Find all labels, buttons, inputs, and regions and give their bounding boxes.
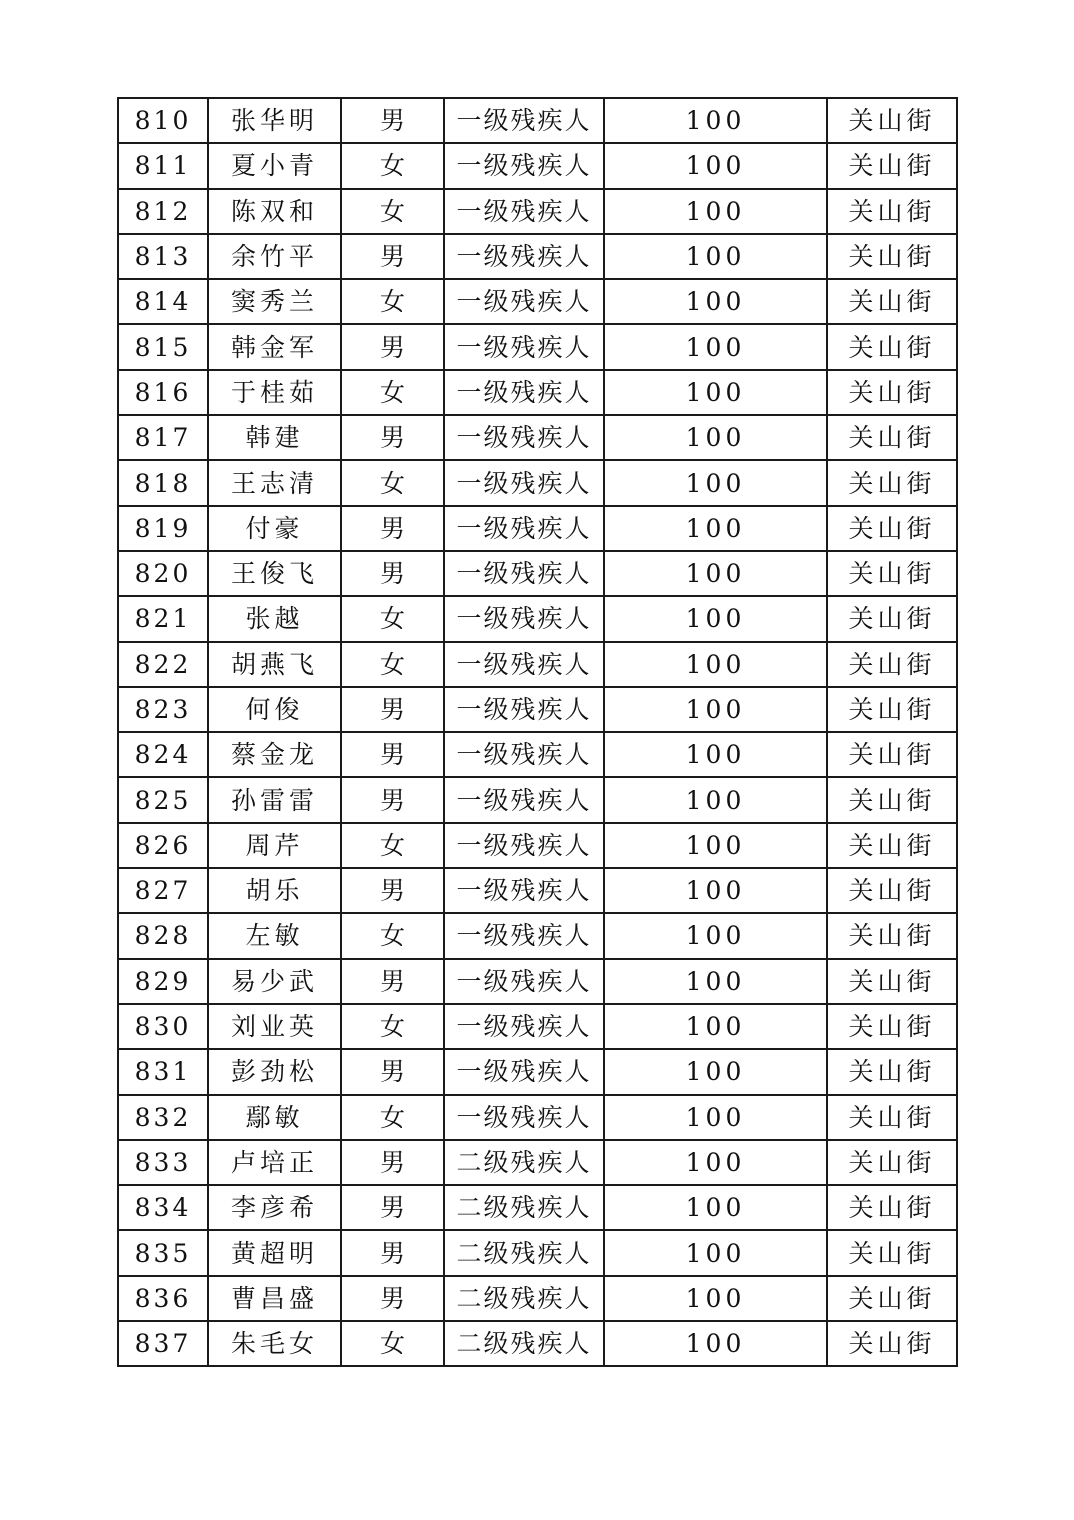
table-row bbox=[118, 959, 957, 1004]
gender-cell: 女 bbox=[341, 642, 444, 687]
amount-cell: 100 bbox=[604, 143, 827, 188]
serial-number-cell: 822 bbox=[118, 642, 208, 687]
serial-number-cell: 833 bbox=[118, 1140, 208, 1185]
gender-cell: 女 bbox=[341, 913, 444, 958]
disability-level-cell: 一级残疾人 bbox=[444, 143, 604, 188]
disability-level-cell: 一级残疾人 bbox=[444, 868, 604, 913]
table-row bbox=[118, 1276, 957, 1321]
street-cell: 关山街 bbox=[827, 1321, 957, 1366]
gender-cell: 男 bbox=[341, 1140, 444, 1185]
serial-number-cell: 830 bbox=[118, 1004, 208, 1049]
name-cell: 张越 bbox=[208, 596, 341, 641]
disability-level-cell: 一级残疾人 bbox=[444, 189, 604, 234]
table-row bbox=[118, 1321, 957, 1366]
name-cell: 王俊飞 bbox=[208, 551, 341, 596]
table-row bbox=[118, 506, 957, 551]
name-cell: 韩金军 bbox=[208, 324, 341, 369]
table-row bbox=[118, 370, 957, 415]
street-cell: 关山街 bbox=[827, 279, 957, 324]
disability-level-cell: 一级残疾人 bbox=[444, 415, 604, 460]
gender-cell: 男 bbox=[341, 1185, 444, 1230]
disability-level-cell: 一级残疾人 bbox=[444, 1004, 604, 1049]
serial-number-cell: 837 bbox=[118, 1321, 208, 1366]
table-row bbox=[118, 1185, 957, 1230]
name-cell: 周芹 bbox=[208, 823, 341, 868]
serial-number-cell: 810 bbox=[118, 98, 208, 143]
disability-level-cell: 一级残疾人 bbox=[444, 1049, 604, 1094]
name-cell: 易少武 bbox=[208, 959, 341, 1004]
street-cell: 关山街 bbox=[827, 98, 957, 143]
name-cell: 韩建 bbox=[208, 415, 341, 460]
gender-cell: 女 bbox=[341, 460, 444, 505]
amount-cell: 100 bbox=[604, 234, 827, 279]
table-row bbox=[118, 913, 957, 958]
disability-level-cell: 二级残疾人 bbox=[444, 1321, 604, 1366]
amount-cell: 100 bbox=[604, 1230, 827, 1275]
street-cell: 关山街 bbox=[827, 324, 957, 369]
gender-cell: 男 bbox=[341, 551, 444, 596]
disability-level-cell: 一级残疾人 bbox=[444, 460, 604, 505]
table-row bbox=[118, 1049, 957, 1094]
amount-cell: 100 bbox=[604, 1140, 827, 1185]
gender-cell: 男 bbox=[341, 1230, 444, 1275]
street-cell: 关山街 bbox=[827, 959, 957, 1004]
table-row bbox=[118, 143, 957, 188]
amount-cell: 100 bbox=[604, 1185, 827, 1230]
amount-cell: 100 bbox=[604, 732, 827, 777]
street-cell: 关山街 bbox=[827, 1230, 957, 1275]
name-cell: 王志清 bbox=[208, 460, 341, 505]
name-cell: 余竹平 bbox=[208, 234, 341, 279]
disability-level-cell: 一级残疾人 bbox=[444, 98, 604, 143]
street-cell: 关山街 bbox=[827, 732, 957, 777]
disability-level-cell: 一级残疾人 bbox=[444, 370, 604, 415]
table-row bbox=[118, 1095, 957, 1140]
name-cell: 陈双和 bbox=[208, 189, 341, 234]
name-cell: 何俊 bbox=[208, 687, 341, 732]
gender-cell: 男 bbox=[341, 732, 444, 777]
table-row bbox=[118, 1140, 957, 1185]
amount-cell: 100 bbox=[604, 279, 827, 324]
name-cell: 胡燕飞 bbox=[208, 642, 341, 687]
disability-level-cell: 一级残疾人 bbox=[444, 687, 604, 732]
disability-level-cell: 二级残疾人 bbox=[444, 1276, 604, 1321]
name-cell: 付豪 bbox=[208, 506, 341, 551]
table-row bbox=[118, 1004, 957, 1049]
street-cell: 关山街 bbox=[827, 913, 957, 958]
disability-level-cell: 一级残疾人 bbox=[444, 913, 604, 958]
table-row bbox=[118, 189, 957, 234]
disability-level-cell: 一级残疾人 bbox=[444, 1095, 604, 1140]
gender-cell: 男 bbox=[341, 959, 444, 1004]
disability-level-cell: 二级残疾人 bbox=[444, 1140, 604, 1185]
gender-cell: 男 bbox=[341, 506, 444, 551]
disability-level-cell: 一级残疾人 bbox=[444, 777, 604, 822]
serial-number-cell: 819 bbox=[118, 506, 208, 551]
street-cell: 关山街 bbox=[827, 1004, 957, 1049]
street-cell: 关山街 bbox=[827, 1049, 957, 1094]
gender-cell: 女 bbox=[341, 596, 444, 641]
serial-number-cell: 826 bbox=[118, 823, 208, 868]
table-row bbox=[118, 98, 957, 143]
serial-number-cell: 813 bbox=[118, 234, 208, 279]
amount-cell: 100 bbox=[604, 1095, 827, 1140]
table-row bbox=[118, 687, 957, 732]
amount-cell: 100 bbox=[604, 777, 827, 822]
disability-level-cell: 一级残疾人 bbox=[444, 234, 604, 279]
roster-table-body bbox=[118, 98, 957, 1366]
table-row bbox=[118, 868, 957, 913]
street-cell: 关山街 bbox=[827, 234, 957, 279]
serial-number-cell: 835 bbox=[118, 1230, 208, 1275]
serial-number-cell: 812 bbox=[118, 189, 208, 234]
amount-cell: 100 bbox=[604, 687, 827, 732]
serial-number-cell: 832 bbox=[118, 1095, 208, 1140]
disability-level-cell: 一级残疾人 bbox=[444, 279, 604, 324]
street-cell: 关山街 bbox=[827, 687, 957, 732]
table-row bbox=[118, 460, 957, 505]
street-cell: 关山街 bbox=[827, 143, 957, 188]
serial-number-cell: 834 bbox=[118, 1185, 208, 1230]
serial-number-cell: 815 bbox=[118, 324, 208, 369]
street-cell: 关山街 bbox=[827, 823, 957, 868]
amount-cell: 100 bbox=[604, 460, 827, 505]
serial-number-cell: 811 bbox=[118, 143, 208, 188]
name-cell: 李彦希 bbox=[208, 1185, 341, 1230]
gender-cell: 女 bbox=[341, 1004, 444, 1049]
name-cell: 鄢敏 bbox=[208, 1095, 341, 1140]
amount-cell: 100 bbox=[604, 324, 827, 369]
serial-number-cell: 825 bbox=[118, 777, 208, 822]
gender-cell: 男 bbox=[341, 234, 444, 279]
gender-cell: 男 bbox=[341, 687, 444, 732]
gender-cell: 男 bbox=[341, 415, 444, 460]
street-cell: 关山街 bbox=[827, 1185, 957, 1230]
amount-cell: 100 bbox=[604, 415, 827, 460]
name-cell: 朱毛女 bbox=[208, 1321, 341, 1366]
name-cell: 左敏 bbox=[208, 913, 341, 958]
street-cell: 关山街 bbox=[827, 506, 957, 551]
table-row bbox=[118, 1230, 957, 1275]
table-row bbox=[118, 732, 957, 777]
street-cell: 关山街 bbox=[827, 868, 957, 913]
amount-cell: 100 bbox=[604, 913, 827, 958]
amount-cell: 100 bbox=[604, 506, 827, 551]
amount-cell: 100 bbox=[604, 959, 827, 1004]
disability-level-cell: 二级残疾人 bbox=[444, 1185, 604, 1230]
gender-cell: 男 bbox=[341, 868, 444, 913]
gender-cell: 女 bbox=[341, 189, 444, 234]
disability-level-cell: 一级残疾人 bbox=[444, 959, 604, 1004]
amount-cell: 100 bbox=[604, 370, 827, 415]
gender-cell: 男 bbox=[341, 1276, 444, 1321]
serial-number-cell: 827 bbox=[118, 868, 208, 913]
amount-cell: 100 bbox=[604, 823, 827, 868]
table-row bbox=[118, 234, 957, 279]
disability-level-cell: 一级残疾人 bbox=[444, 642, 604, 687]
name-cell: 于桂茹 bbox=[208, 370, 341, 415]
table-row bbox=[118, 596, 957, 641]
disability-level-cell: 一级残疾人 bbox=[444, 732, 604, 777]
gender-cell: 男 bbox=[341, 1049, 444, 1094]
serial-number-cell: 816 bbox=[118, 370, 208, 415]
disability-level-cell: 一级残疾人 bbox=[444, 324, 604, 369]
serial-number-cell: 828 bbox=[118, 913, 208, 958]
roster-table bbox=[117, 97, 958, 1367]
street-cell: 关山街 bbox=[827, 1095, 957, 1140]
amount-cell: 100 bbox=[604, 189, 827, 234]
name-cell: 窦秀兰 bbox=[208, 279, 341, 324]
gender-cell: 女 bbox=[341, 279, 444, 324]
gender-cell: 女 bbox=[341, 823, 444, 868]
name-cell: 卢培正 bbox=[208, 1140, 341, 1185]
disability-level-cell: 二级残疾人 bbox=[444, 1230, 604, 1275]
name-cell: 黄超明 bbox=[208, 1230, 341, 1275]
name-cell: 曹昌盛 bbox=[208, 1276, 341, 1321]
table-row bbox=[118, 823, 957, 868]
amount-cell: 100 bbox=[604, 596, 827, 641]
gender-cell: 男 bbox=[341, 98, 444, 143]
street-cell: 关山街 bbox=[827, 1276, 957, 1321]
name-cell: 蔡金龙 bbox=[208, 732, 341, 777]
name-cell: 彭劲松 bbox=[208, 1049, 341, 1094]
disability-level-cell: 一级残疾人 bbox=[444, 823, 604, 868]
name-cell: 孙雷雷 bbox=[208, 777, 341, 822]
street-cell: 关山街 bbox=[827, 551, 957, 596]
serial-number-cell: 821 bbox=[118, 596, 208, 641]
serial-number-cell: 836 bbox=[118, 1276, 208, 1321]
amount-cell: 100 bbox=[604, 1049, 827, 1094]
table-row bbox=[118, 777, 957, 822]
street-cell: 关山街 bbox=[827, 596, 957, 641]
name-cell: 张华明 bbox=[208, 98, 341, 143]
amount-cell: 100 bbox=[604, 1004, 827, 1049]
street-cell: 关山街 bbox=[827, 370, 957, 415]
serial-number-cell: 818 bbox=[118, 460, 208, 505]
serial-number-cell: 817 bbox=[118, 415, 208, 460]
table-row bbox=[118, 551, 957, 596]
disability-level-cell: 一级残疾人 bbox=[444, 551, 604, 596]
amount-cell: 100 bbox=[604, 1276, 827, 1321]
amount-cell: 100 bbox=[604, 868, 827, 913]
street-cell: 关山街 bbox=[827, 415, 957, 460]
serial-number-cell: 829 bbox=[118, 959, 208, 1004]
street-cell: 关山街 bbox=[827, 777, 957, 822]
name-cell: 刘业英 bbox=[208, 1004, 341, 1049]
street-cell: 关山街 bbox=[827, 642, 957, 687]
gender-cell: 女 bbox=[341, 370, 444, 415]
table-row bbox=[118, 279, 957, 324]
gender-cell: 男 bbox=[341, 324, 444, 369]
table-row bbox=[118, 642, 957, 687]
gender-cell: 女 bbox=[341, 1095, 444, 1140]
amount-cell: 100 bbox=[604, 98, 827, 143]
serial-number-cell: 823 bbox=[118, 687, 208, 732]
disability-level-cell: 一级残疾人 bbox=[444, 596, 604, 641]
name-cell: 胡乐 bbox=[208, 868, 341, 913]
street-cell: 关山街 bbox=[827, 460, 957, 505]
amount-cell: 100 bbox=[604, 551, 827, 596]
serial-number-cell: 824 bbox=[118, 732, 208, 777]
disability-level-cell: 一级残疾人 bbox=[444, 506, 604, 551]
gender-cell: 女 bbox=[341, 1321, 444, 1366]
serial-number-cell: 820 bbox=[118, 551, 208, 596]
gender-cell: 男 bbox=[341, 777, 444, 822]
serial-number-cell: 814 bbox=[118, 279, 208, 324]
amount-cell: 100 bbox=[604, 1321, 827, 1366]
table-row bbox=[118, 324, 957, 369]
name-cell: 夏小青 bbox=[208, 143, 341, 188]
amount-cell: 100 bbox=[604, 642, 827, 687]
serial-number-cell: 831 bbox=[118, 1049, 208, 1094]
street-cell: 关山街 bbox=[827, 1140, 957, 1185]
table-row bbox=[118, 415, 957, 460]
gender-cell: 女 bbox=[341, 143, 444, 188]
street-cell: 关山街 bbox=[827, 189, 957, 234]
